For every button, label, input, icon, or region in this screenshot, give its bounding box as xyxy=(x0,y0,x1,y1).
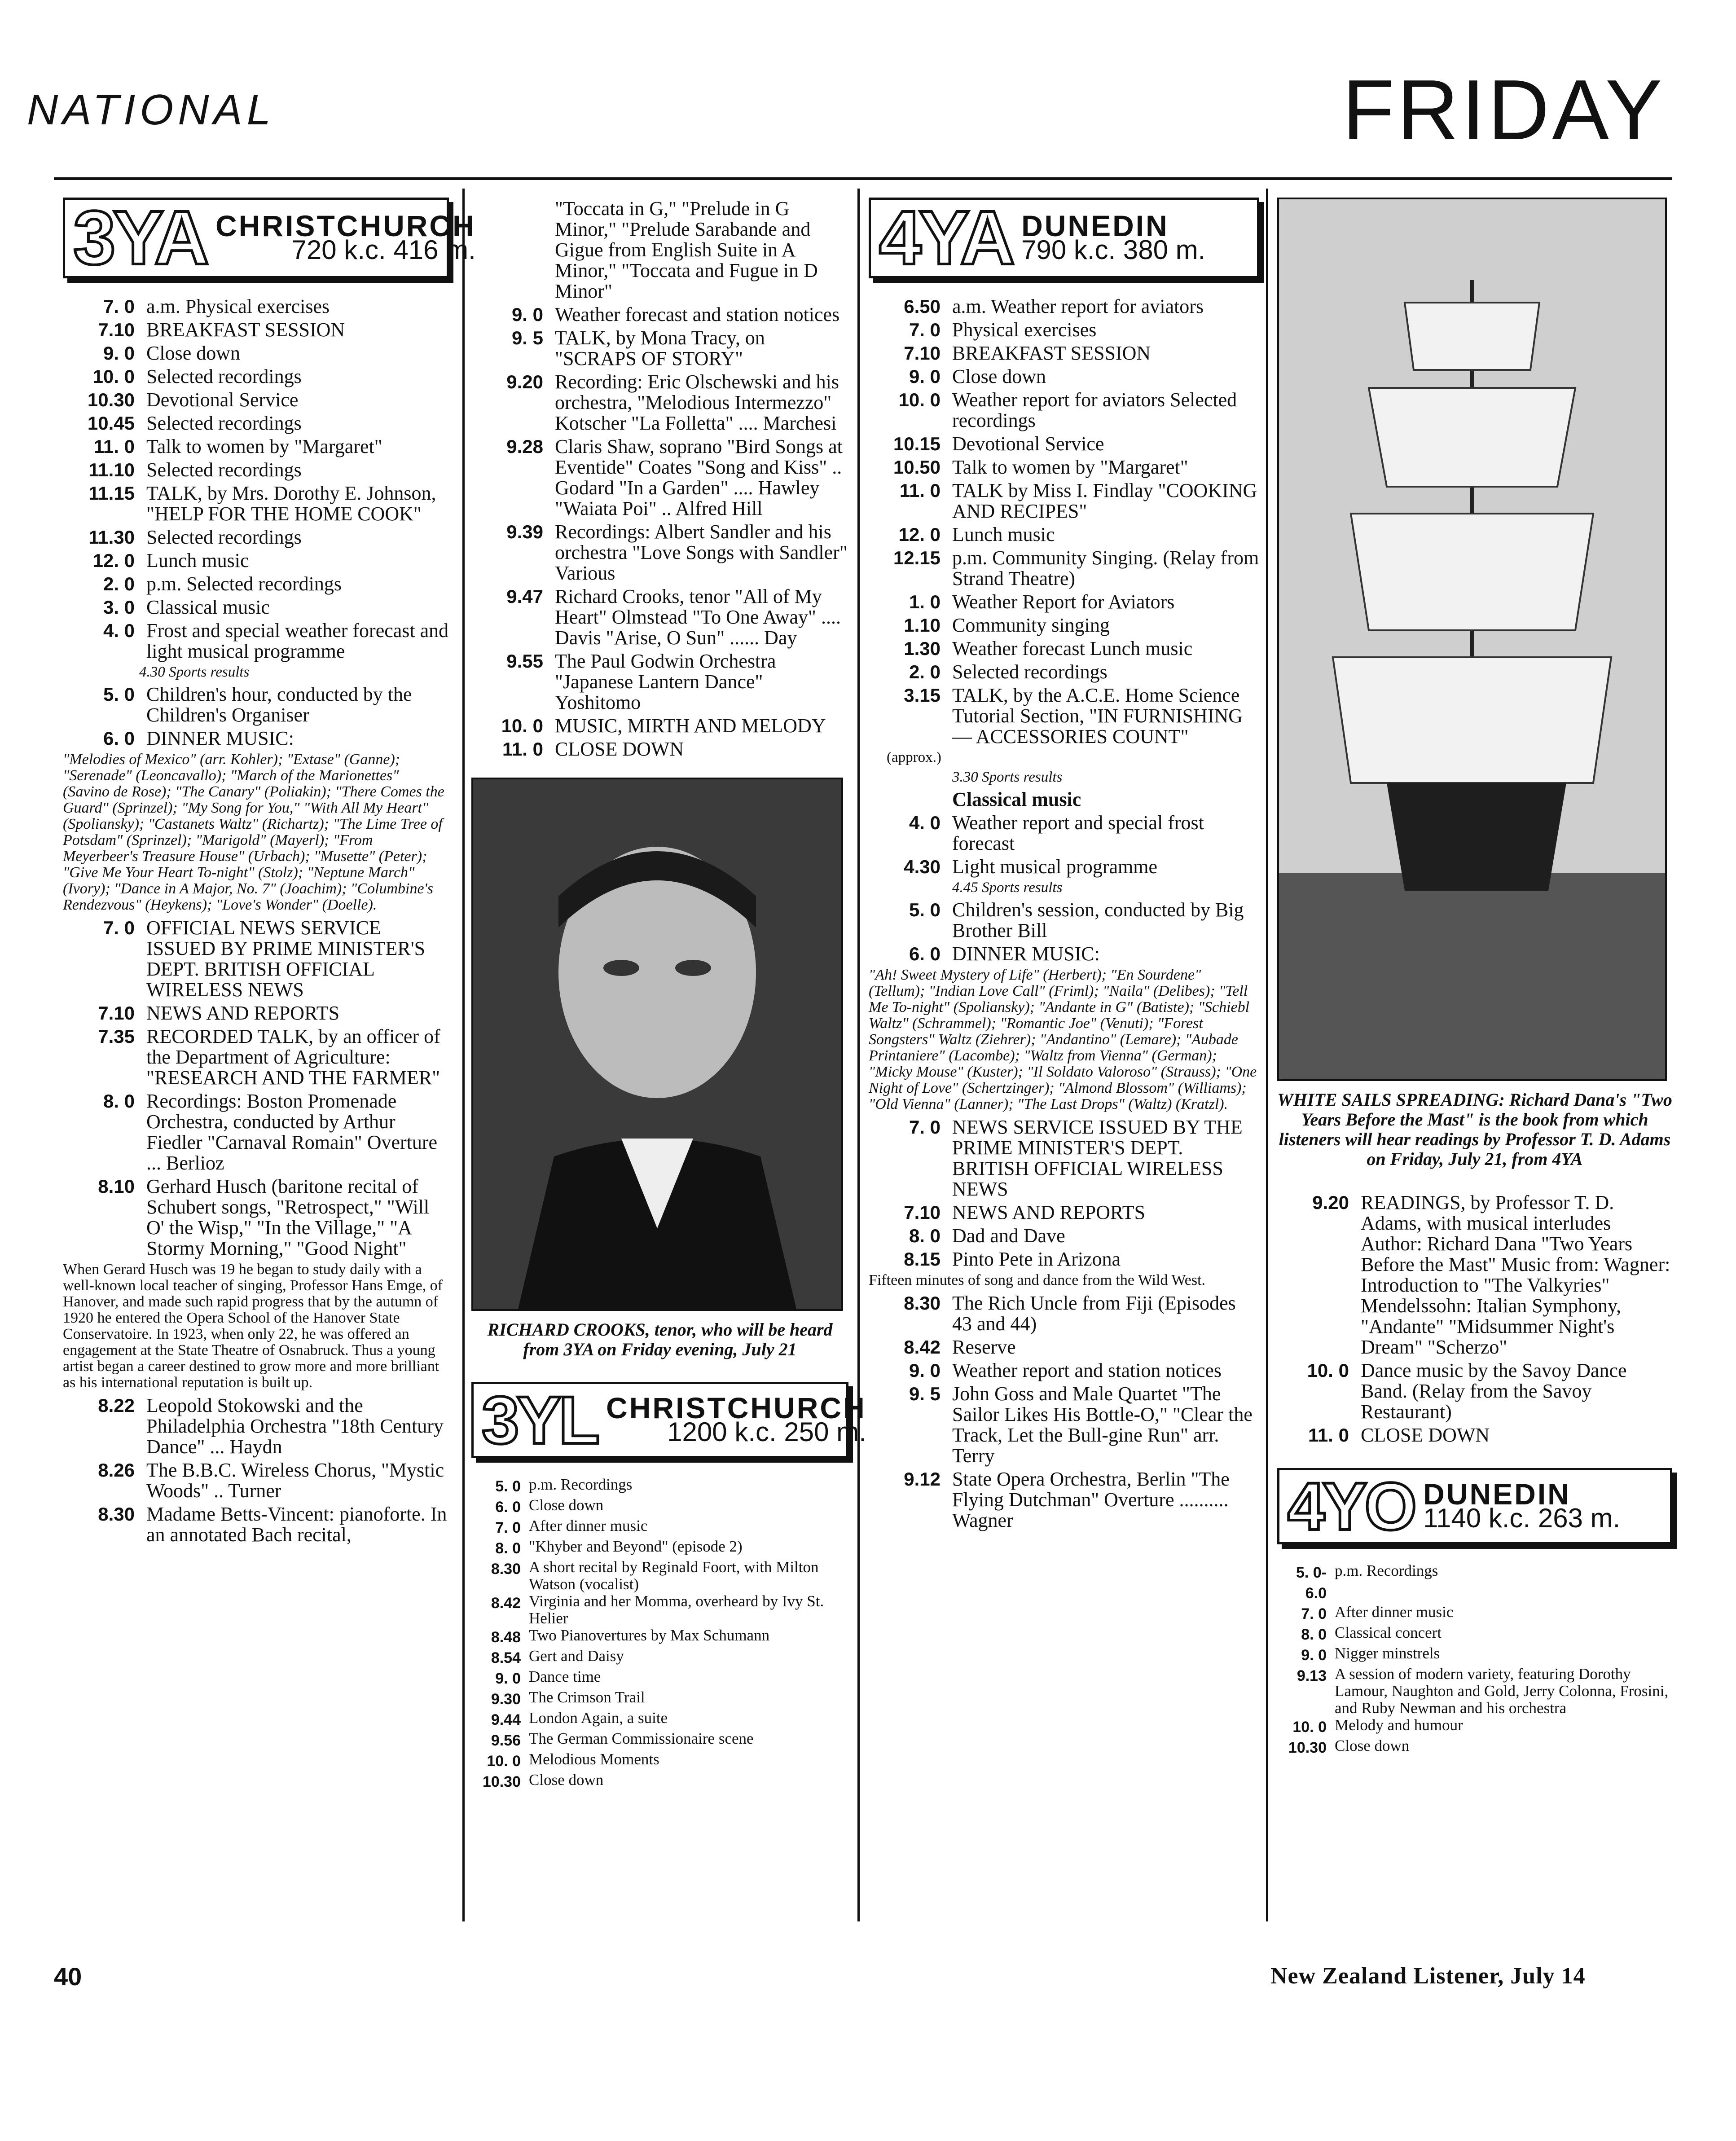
programme-title: The B.B.C. Wireless Chorus, "Mystic Woods" .. Turner xyxy=(146,1459,444,1502)
column-divider xyxy=(1266,189,1268,1921)
programme-item xyxy=(471,716,848,736)
programme-title: TALK, by the A.C.E. Home Science Tutorial Section, "IN FURNISHING — ACCESSORIES COUNT" xyxy=(952,684,1243,747)
programme-item xyxy=(869,524,1259,545)
programme-title: Community singing xyxy=(952,614,1110,636)
programme-title: Weather Report for Aviators xyxy=(952,591,1175,613)
programme-time: 7.10 xyxy=(904,343,941,364)
programme-title: Lunch music xyxy=(952,523,1055,545)
station-city: CHRISTCHURCH xyxy=(215,209,476,242)
programme-item xyxy=(63,436,449,457)
programme-item xyxy=(63,728,449,749)
programme-title: Selected recordings xyxy=(952,661,1108,683)
programme-item xyxy=(471,522,848,584)
programme-title: Recordings: Albert Sandler and his orchestra "Love Songs with Sandler" Various xyxy=(555,521,848,584)
programme-item xyxy=(1277,1737,1672,1758)
programme-time: 2. 0 xyxy=(103,573,135,594)
programme-time: 8. 0 xyxy=(909,1225,941,1246)
programme-time: 9. 0 xyxy=(909,366,941,387)
programme-time: 9. 0 xyxy=(495,1670,521,1687)
programme-title: Melody and humour xyxy=(1335,1716,1463,1734)
programme-time: 2. 0 xyxy=(909,661,941,682)
sailing-ship-photo xyxy=(1277,198,1667,1081)
programme-time: 7. 0 xyxy=(1301,1605,1327,1622)
programme-item xyxy=(471,1627,848,1648)
station-logo: 4YO xyxy=(1288,1468,1415,1544)
programme-item xyxy=(869,1337,1259,1358)
programme-title: CLOSE DOWN xyxy=(1361,1424,1490,1446)
programme-item xyxy=(869,366,1259,387)
programme-item xyxy=(63,1395,449,1457)
programme-item xyxy=(63,620,449,662)
programme-title: BREAKFAST SESSION xyxy=(146,319,345,341)
programme-time: 8.30 xyxy=(491,1561,521,1578)
programme-time: 9.20 xyxy=(1312,1192,1349,1213)
programme-time: 5. 0 xyxy=(103,684,135,705)
programme-time: 8.15 xyxy=(904,1249,941,1270)
programme-time: 9. 0 xyxy=(909,1360,941,1381)
husch-note: When Gerard Husch was 19 he began to study daily with a well-known local teacher of singing, Professor Hans Emge, of Hanover, and made such rapid progress that by the autumn of 1920 he entered the Opera School of the Hanover State Conservatoire. In 1923, when only 22, he was offered an engagement at the State Theatre of Osnabruck. Thus a young artist began a career destined to grow more and more brilliant as his international reputation is built up. xyxy=(63,1261,443,1391)
programme-item xyxy=(1277,1360,1672,1422)
programme-item xyxy=(63,320,449,340)
programme-time: 7.35 xyxy=(98,1026,135,1047)
programme-item xyxy=(63,1091,449,1174)
programme-time: 11.30 xyxy=(88,527,135,548)
programme-title: Close down xyxy=(529,1496,604,1514)
programme-title: Physical exercises xyxy=(952,319,1097,341)
programme-title: Weather forecast Lunch music xyxy=(952,637,1193,659)
programme-title: Close down xyxy=(952,365,1046,387)
programme-title: The Rich Uncle from Fiji (Episodes 43 and 44) xyxy=(952,1292,1236,1335)
photo-caption: RICHARD CROOKS, tenor, who will be heard from 3YA on Friday evening, July 21 xyxy=(487,1319,833,1359)
day-title: FRIDAY xyxy=(1342,62,1665,158)
programme-time: 12. 0 xyxy=(92,550,135,571)
programme-time: 3.15 xyxy=(904,685,941,706)
programme-item xyxy=(869,662,1259,682)
programme-item xyxy=(471,739,848,760)
programme-title: Close down xyxy=(529,1771,604,1789)
programme-item xyxy=(63,413,449,434)
pinto-note: Fifteen minutes of song and dance from the Wild West. xyxy=(869,1272,1206,1288)
programme-time: 10.30 xyxy=(482,1773,521,1790)
sports-note: 4.45 Sports results xyxy=(952,879,1063,896)
programme-title: Recording: Eric Olschewski and his orchestra, "Melodious Intermezzo" Kotscher "La Folletta" .... Marchesi xyxy=(555,371,839,434)
programme-title: CLOSE DOWN xyxy=(555,738,684,760)
station-box-3yl xyxy=(471,1382,866,1458)
programme-item xyxy=(63,1026,449,1088)
programme-title: Selected recordings xyxy=(146,365,302,387)
programme-item xyxy=(63,1460,449,1501)
classical-music: Classical music xyxy=(952,788,1081,810)
programme-item xyxy=(63,366,449,387)
programme-time: 8.26 xyxy=(98,1460,135,1481)
programme-time: 3. 0 xyxy=(103,597,135,618)
programme-title: Dad and Dave xyxy=(952,1225,1065,1247)
programme-item xyxy=(471,1772,848,1792)
programme-title: Richard Crooks, tenor "All of My Heart" Olmstead "To One Away" .... Davis "Arise, O Sun" ...... Day xyxy=(555,585,841,649)
programme-item xyxy=(471,586,848,648)
programme-item xyxy=(869,457,1259,478)
programme-item xyxy=(869,900,1259,941)
station-box-4yo xyxy=(1277,1468,1672,1544)
programme-time: 1. 0 xyxy=(909,591,941,612)
programme-item xyxy=(471,1648,848,1668)
header-rule xyxy=(54,177,1672,180)
programme-title: TALK, by Mrs. Dorothy E. Johnson, "HELP FOR THE HOME COOK" xyxy=(146,482,436,525)
programme-item xyxy=(1277,1604,1672,1624)
programme-item xyxy=(869,944,1259,964)
programme-time: 7.10 xyxy=(98,1002,135,1024)
programme-time: 7.10 xyxy=(904,1202,941,1223)
programme-item xyxy=(1277,1645,1672,1666)
station-frequency: 1200 k.c. 250 m. xyxy=(667,1417,866,1447)
programme-time: 7. 0 xyxy=(909,1117,941,1138)
programme-item xyxy=(471,436,848,519)
programme-title: John Goss and Male Quartet "The Sailor Likes His Bottle-O," "Clear the Track, Let the Bull-gine Run" arr. Terry xyxy=(952,1383,1253,1467)
programme-time: 11. 0 xyxy=(93,436,135,457)
programme-item xyxy=(869,548,1259,589)
programme-item xyxy=(63,684,449,725)
programme-time: 9. 5 xyxy=(511,327,543,348)
station-frequency: 1140 k.c. 263 m. xyxy=(1423,1503,1621,1533)
programme-time: 10.50 xyxy=(893,457,941,478)
programme-time: 8.30 xyxy=(98,1504,135,1525)
station-city: DUNEDIN xyxy=(1021,209,1169,242)
programme-title: DINNER MUSIC: xyxy=(146,727,294,749)
programme-title: After dinner music xyxy=(1335,1603,1454,1621)
dinner-music-list: "Ah! Sweet Mystery of Life" (Herbert); "En Sourdene" (Tellum); "Indian Love Call" (Friml); "Naila" (Delibes); "Tell Me To-night" (Spoliansky); "Andante in G" (Batiste); "Schiebl Waltz" (Schrammel); "Romantic Joe" (Venuti); "Forest Songsters" Waltz (Ziehrer); "Andantino" (Lemare); "Aubade Printaniere" (Lacombe); "Waltz from Vienna" (German); "Micky Mouse" (Kuster); "Il Soldato Valoroso" (Strauss); "One Night of Love" (Schertzinger); "Almond Blossom" (Williams); "Old Vienna" (Lanner); "The Last Drops" (Waltz) (Kratzl). xyxy=(869,967,1257,1112)
programme-title: A short recital by Reginald Foort, with Milton Watson (vocalist) xyxy=(529,1558,819,1593)
programme-title: A session of modern variety, featuring Dorothy Lamour, Naughton and Gold, Jerry Colonna, Frosini, and Ruby Newman and his orchestra xyxy=(1335,1665,1669,1717)
programme-item xyxy=(471,1593,848,1627)
programme-title: TALK, by Mona Tracy, on "SCRAPS OF STORY" xyxy=(555,327,765,369)
programme-item xyxy=(869,390,1259,431)
programme-title: Close down xyxy=(1335,1737,1410,1754)
programme-item xyxy=(471,1538,848,1559)
programme-title: The Crimson Trail xyxy=(529,1688,645,1706)
programme-item xyxy=(63,460,449,480)
programme-item xyxy=(63,390,449,410)
richard-crooks-photo xyxy=(471,778,843,1311)
programme-title: Claris Shaw, soprano "Bird Songs at Eventide" Coates "Song and Kiss" .. Godard "In a Garden" .... Hawley "Waiata Poi" .. Alfred Hill xyxy=(555,435,843,519)
programme-item xyxy=(471,328,848,369)
programme-time: 10.30 xyxy=(1288,1739,1327,1756)
programme-item xyxy=(869,857,1259,877)
programme-title: Talk to women by "Margaret" xyxy=(952,456,1188,478)
programme-item xyxy=(869,1117,1259,1200)
programme-title: NEWS AND REPORTS xyxy=(952,1201,1146,1223)
programme-item xyxy=(471,1517,848,1538)
programme-item xyxy=(869,638,1259,659)
programme-title: Selected recordings xyxy=(146,459,302,481)
programme-time: 10. 0 xyxy=(92,366,135,387)
programme-time: 10.45 xyxy=(87,413,135,434)
programme-title: a.m. Weather report for aviators xyxy=(952,295,1204,317)
programme-item xyxy=(869,343,1259,364)
continued-programme: "Toccata in G," "Prelude in G Minor," "Prelude Sarabande and Gigue from English Suite in A Minor," "Toccata and Fugue in D Minor" xyxy=(555,198,818,302)
programme-title: Frost and special weather forecast and light musical programme xyxy=(146,620,449,662)
programme-title: Gert and Daisy xyxy=(529,1647,624,1665)
programme-item xyxy=(471,1689,848,1710)
programme-time: 12.15 xyxy=(893,547,941,568)
programme-time: 8.42 xyxy=(904,1336,941,1358)
programme-time: 9.13 xyxy=(1297,1667,1327,1684)
publication-footer: New Zealand Listener, July 14 xyxy=(1270,1963,1586,1989)
programme-time: 9. 0 xyxy=(511,304,543,325)
column-4ya xyxy=(869,195,1259,1534)
programme-item xyxy=(869,434,1259,454)
station-frequency: 720 k.c. 416 m. xyxy=(291,235,476,265)
programme-time: 10. 0 xyxy=(487,1753,521,1770)
programme-time: 7. 0 xyxy=(495,1519,521,1536)
programme-title: NEWS SERVICE ISSUED BY THE PRIME MINISTER'S DEPT. BRITISH OFFICIAL WIRELESS NEWS xyxy=(952,1116,1243,1200)
programme-item xyxy=(63,343,449,364)
programme-item xyxy=(869,592,1259,612)
programme-title: Weather report for aviators Selected recordings xyxy=(952,389,1237,431)
programme-title: Weather report and special frost forecast xyxy=(952,812,1204,854)
programme-time: 4. 0 xyxy=(103,620,135,641)
programme-item xyxy=(869,685,1259,747)
programme-time: 8.54 xyxy=(491,1649,521,1666)
programme-title: p.m. Selected recordings xyxy=(146,573,342,595)
station-logo: 4YA xyxy=(879,195,1013,281)
programme-item xyxy=(1277,1666,1672,1717)
column-4ya-cont xyxy=(1277,198,1672,1758)
programme-item xyxy=(1277,1624,1672,1645)
programme-time: 11.10 xyxy=(88,459,135,480)
programme-title: p.m. Recordings xyxy=(1335,1562,1438,1579)
ship-caption: WHITE SAILS SPREADING: Richard Dana's "Two Years Before the Mast" is the book from which listeners will hear readings by Professor T. D. Adams on Friday, July 21, from 4YA xyxy=(1277,1090,1672,1169)
programme-item xyxy=(869,1360,1259,1381)
programme-time: 6. 0 xyxy=(103,728,135,749)
programme-title: Weather report and station notices xyxy=(952,1359,1222,1381)
programme-item xyxy=(869,1384,1259,1466)
programme-time: 11. 0 xyxy=(502,739,543,760)
station-logo: 3YA xyxy=(73,195,207,281)
programme-item xyxy=(471,304,848,325)
approx-note: (approx.) xyxy=(887,749,941,765)
programme-time: 9.39 xyxy=(506,521,543,542)
programme-time: 10. 0 xyxy=(501,715,543,736)
sports-note: 4.30 Sports results xyxy=(139,664,250,680)
programme-item xyxy=(869,615,1259,636)
programme-time: 7. 0 xyxy=(103,917,135,938)
programme-title: After dinner music xyxy=(529,1517,648,1534)
column-divider xyxy=(462,189,465,1921)
programme-title: Children's session, conducted by Big Brother Bill xyxy=(952,899,1244,941)
programme-item xyxy=(471,1668,848,1689)
programme-item xyxy=(471,1751,848,1772)
programme-time: 8.30 xyxy=(904,1293,941,1314)
programme-title: p.m. Recordings xyxy=(529,1476,633,1493)
programme-title: Gerhard Husch (baritone recital of Schubert songs, "Retrospect," "Will O' the Wisp," "In the Village," "A Stormy Morning," "Good Night" xyxy=(146,1175,430,1259)
station-city: CHRISTCHURCH xyxy=(606,1391,866,1424)
programme-title: RECORDED TALK, by an officer of the Department of Agriculture: "RESEARCH AND THE FARMER" xyxy=(146,1025,440,1089)
programme-time: 9.44 xyxy=(491,1711,521,1728)
page-number: 40 xyxy=(54,1962,82,1991)
programme-item xyxy=(63,597,449,618)
programme-title: Children's hour, conducted by the Children's Organiser xyxy=(146,683,412,726)
programme-item xyxy=(869,320,1259,340)
programme-time: 9.28 xyxy=(506,436,543,457)
column-divider xyxy=(857,189,860,1921)
sports-note: 3.30 Sports results xyxy=(952,769,1063,785)
programme-item xyxy=(471,1559,848,1593)
programme-title: Talk to women by "Margaret" xyxy=(146,435,382,457)
programme-item xyxy=(869,1249,1259,1270)
column-3ya-cont xyxy=(471,198,866,1792)
programme-title: p.m. Community Singing. (Relay from Strand Theatre) xyxy=(952,547,1259,589)
programme-title: OFFICIAL NEWS SERVICE ISSUED BY PRIME MINISTER'S DEPT. BRITISH OFFICIAL WIRELESS NEWS xyxy=(146,917,426,1001)
station-box-4ya xyxy=(869,195,1259,281)
programme-item xyxy=(471,1497,848,1517)
programme-time: 9.12 xyxy=(904,1468,941,1490)
programme-item xyxy=(63,550,449,571)
programme-title: MUSIC, MIRTH AND MELODY xyxy=(555,715,826,737)
programme-item xyxy=(869,1469,1259,1531)
programme-time: 8.10 xyxy=(98,1176,135,1197)
programme-item xyxy=(63,1504,449,1545)
programme-time: 9.30 xyxy=(491,1691,521,1708)
section-label: NATIONAL xyxy=(27,86,275,134)
column-3ya xyxy=(63,195,476,1548)
programme-title: Reserve xyxy=(952,1336,1016,1358)
programme-title: Classical concert xyxy=(1335,1624,1442,1641)
programme-title: NEWS AND REPORTS xyxy=(146,1002,340,1024)
programme-title: Close down xyxy=(146,342,240,364)
programme-time: 8.48 xyxy=(491,1629,521,1646)
programme-time: 4. 0 xyxy=(909,812,941,833)
programme-item xyxy=(63,527,449,548)
programme-time: 12. 0 xyxy=(898,524,941,545)
programme-title: Dance time xyxy=(529,1668,601,1685)
programme-time: 6. 0 xyxy=(909,943,941,964)
programme-item xyxy=(63,574,449,594)
programme-title: "Khyber and Beyond" (episode 2) xyxy=(529,1538,743,1555)
programme-title: Virginia and her Momma, overheard by Ivy St. Helier xyxy=(529,1592,824,1627)
programme-item xyxy=(63,483,449,524)
programme-title: Lunch music xyxy=(146,550,249,572)
programme-time: 9.20 xyxy=(506,371,543,392)
programme-title: Selected recordings xyxy=(146,526,302,548)
programme-item xyxy=(869,1226,1259,1246)
programme-title: Weather forecast and station notices xyxy=(555,303,840,325)
programme-item xyxy=(869,480,1259,522)
programme-time: 1.30 xyxy=(904,638,941,659)
programme-title: Selected recordings xyxy=(146,412,302,434)
programme-title: Leopold Stokowski and the Philadelphia Orchestra "18th Century Dance" ... Haydn xyxy=(146,1394,444,1458)
programme-title: The German Commissionaire scene xyxy=(529,1730,754,1747)
programme-title: Light musical programme xyxy=(952,856,1157,878)
programme-title: READINGS, by Professor T. D. Adams, with musical interludes Author: Richard Dana "Two Years Before the Mast" Music from: Wagner: Introduction to "The Valkyries" Mendelssohn: Italian Symphony, "Andante" "Midsummer Night's Dream" "Scherzo" xyxy=(1361,1191,1670,1358)
programme-item xyxy=(63,1003,449,1024)
programme-title: Nigger minstrels xyxy=(1335,1644,1440,1662)
programme-time: 9.55 xyxy=(506,651,543,672)
programme-time: 10.30 xyxy=(87,389,135,410)
programme-title: State Opera Orchestra, Berlin "The Flying Dutchman" Overture .......... Wagner xyxy=(952,1468,1230,1531)
programme-title: BREAKFAST SESSION xyxy=(952,342,1151,364)
programme-title: Recordings: Boston Promenade Orchestra, conducted by Arthur Fiedler "Carnaval Romain" Overture ... Berlioz xyxy=(146,1090,438,1174)
programme-title: London Again, a suite xyxy=(529,1709,668,1727)
programme-item xyxy=(471,1476,848,1497)
programme-title: DINNER MUSIC: xyxy=(952,943,1100,965)
programme-time: 5. 0 xyxy=(495,1478,521,1495)
programme-item xyxy=(869,1293,1259,1334)
programme-item xyxy=(1277,1562,1672,1604)
programme-time: 10. 0 xyxy=(1307,1360,1349,1381)
programme-title: Classical music xyxy=(146,596,270,618)
station-frequency: 790 k.c. 380 m. xyxy=(1021,235,1206,265)
programme-item xyxy=(1277,1425,1672,1446)
programme-title: TALK by Miss I. Findlay "COOKING AND RECIPES" xyxy=(952,479,1257,522)
programme-item xyxy=(63,918,449,1000)
programme-time: 9.56 xyxy=(491,1732,521,1749)
station-logo: 3YL xyxy=(482,1382,598,1458)
programme-time: 8.22 xyxy=(98,1395,135,1416)
programme-time: 6. 0 xyxy=(495,1499,521,1516)
station-city: DUNEDIN xyxy=(1423,1477,1571,1511)
programme-time: 8. 0 xyxy=(495,1540,521,1557)
programme-time: 9. 5 xyxy=(909,1383,941,1404)
programme-time: 6.50 xyxy=(904,296,941,317)
programme-time: 7. 0 xyxy=(909,319,941,340)
programme-time: 8.42 xyxy=(491,1595,521,1612)
programme-item xyxy=(869,813,1259,854)
programme-item xyxy=(471,651,848,713)
programme-title: Two Pianovertures by Max Schumann xyxy=(529,1627,770,1644)
programme-title: Devotional Service xyxy=(952,433,1104,455)
programme-time: 8. 0 xyxy=(103,1090,135,1112)
programme-time: 11.15 xyxy=(88,483,135,504)
programme-title: Pinto Pete in Arizona xyxy=(952,1248,1121,1270)
programme-item xyxy=(869,296,1259,317)
programme-item xyxy=(471,1730,848,1751)
programme-item xyxy=(1277,1717,1672,1737)
programme-time: 5. 0-6.0 xyxy=(1296,1564,1327,1602)
programme-time: 4.30 xyxy=(904,856,941,877)
programme-item xyxy=(471,372,848,434)
programme-title: Melodious Moments xyxy=(529,1750,659,1768)
programme-time: 7.10 xyxy=(98,319,135,340)
programme-time: 10.15 xyxy=(893,433,941,454)
programme-title: The Paul Godwin Orchestra "Japanese Lantern Dance" Yoshitomo xyxy=(555,650,776,713)
programme-item xyxy=(471,1710,848,1730)
programme-time: 10. 0 xyxy=(1292,1719,1327,1736)
dinner-music-list: "Melodies of Mexico" (arr. Kohler); "Extase" (Ganne); "Serenade" (Leoncavallo); "March of the Marionettes" (Savino de Rose); "The Canary" (Poliakin); "There Comes the Guard" (Sprinzel); "My Song for You," "With All My Heart" (Spoliansky); "Castanets Waltz" (Richartz); "The Lime Tree of Potsdam" (Sprinzel); "Marigold" (Mayerl); "From Meyerbeer's Treasure House" (Urbach); "Musette" (Peter); "Give Me Your Heart To-night" (Stolz); "Neptune March" (Ivory); "Dance in A Major, No. 7" (Joachim); "Columbine's Rendezvous" (Heykens); "Love's Wonder" (Doelle). xyxy=(63,751,444,913)
programme-item xyxy=(1277,1192,1672,1358)
programme-item xyxy=(63,1176,449,1259)
programme-time: 1.10 xyxy=(904,615,941,636)
programme-time: 9.47 xyxy=(506,586,543,607)
programme-title: Madame Betts-Vincent: pianoforte. In an annotated Bach recital, xyxy=(146,1503,447,1546)
programme-time: 10. 0 xyxy=(898,389,941,410)
programme-time: 8. 0 xyxy=(1301,1626,1327,1643)
programme-time: 9. 0 xyxy=(103,343,135,364)
station-box-3ya xyxy=(63,195,476,281)
programme-time: 9. 0 xyxy=(1301,1647,1327,1664)
programme-item xyxy=(869,1202,1259,1223)
programme-item xyxy=(63,296,449,317)
programme-time: 11. 0 xyxy=(899,480,941,501)
programme-time: 11. 0 xyxy=(1308,1424,1349,1446)
programme-time: 7. 0 xyxy=(103,296,135,317)
programme-title: a.m. Physical exercises xyxy=(146,295,330,317)
programme-title: Dance music by the Savoy Dance Band. (Relay from the Savoy Restaurant) xyxy=(1361,1359,1627,1423)
programme-title: Devotional Service xyxy=(146,389,299,411)
programme-time: 5. 0 xyxy=(909,899,941,920)
